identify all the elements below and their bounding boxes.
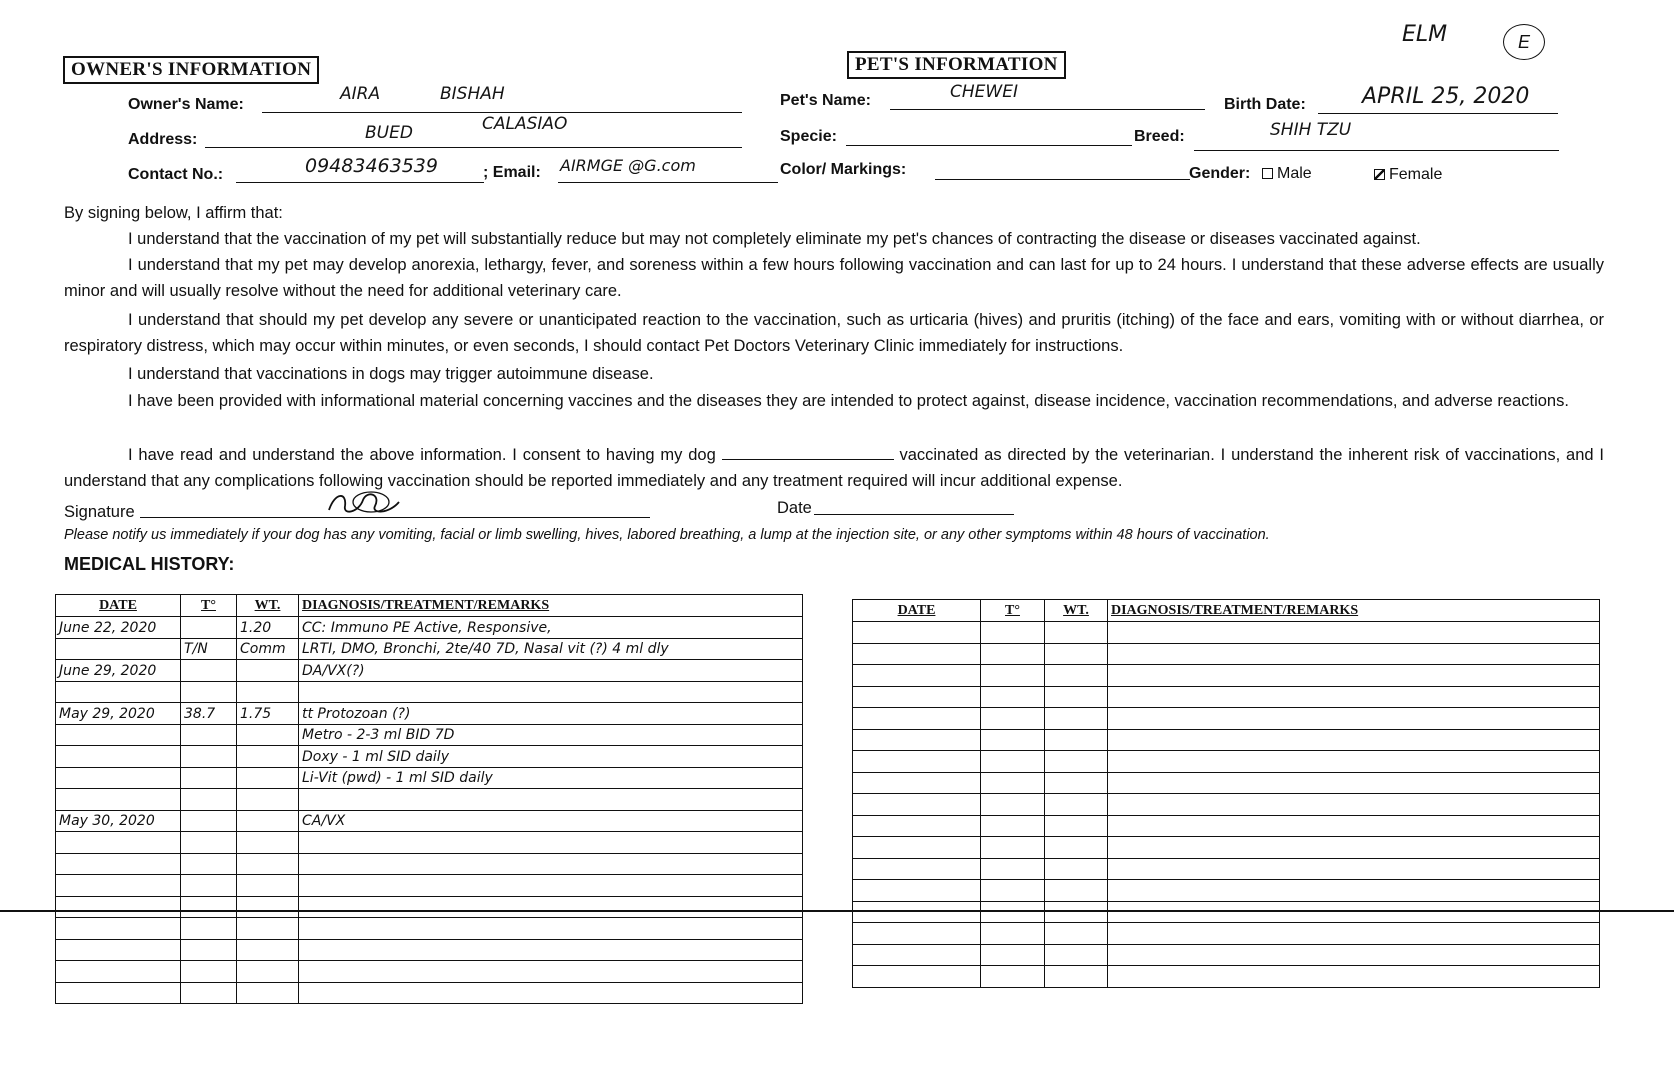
empty-cell[interactable]: [981, 923, 1045, 945]
empty-cell[interactable]: [1045, 858, 1108, 880]
cell-wt[interactable]: [237, 660, 299, 682]
empty-cell[interactable]: [1045, 622, 1108, 644]
empty-cell[interactable]: [1108, 880, 1600, 902]
cell-wt[interactable]: [237, 853, 299, 875]
cell-remarks[interactable]: [299, 617, 803, 639]
header-temp: T°: [981, 600, 1045, 622]
header-weight: WT.: [237, 595, 299, 617]
empty-cell[interactable]: [1108, 622, 1600, 644]
empty-cell[interactable]: [853, 686, 981, 708]
corner-circled-letter: [1503, 24, 1545, 60]
cell-remarks[interactable]: [299, 767, 803, 789]
empty-cell[interactable]: [1045, 708, 1108, 730]
address-value-1: BUED: [365, 123, 413, 143]
table-row: [56, 660, 803, 682]
cell-date[interactable]: [56, 746, 181, 768]
table-row: [56, 724, 803, 746]
empty-cell[interactable]: [853, 708, 981, 730]
cell-remarks[interactable]: [299, 939, 803, 961]
cell-wt[interactable]: [237, 681, 299, 703]
cell-remarks-text: Doxy - 1 ml SID daily: [302, 748, 449, 765]
empty-cell[interactable]: [1108, 708, 1600, 730]
table-row: [853, 622, 1600, 644]
cell-temp[interactable]: [181, 746, 237, 768]
cell-date[interactable]: [56, 832, 181, 854]
contact-value: 09483463539: [305, 155, 438, 177]
table-row: [853, 708, 1600, 730]
table-header-row: [56, 595, 803, 617]
cell-remarks[interactable]: [299, 703, 803, 725]
breed-line[interactable]: [1194, 150, 1559, 151]
email-label: ; Email:: [483, 164, 541, 181]
cell-temp[interactable]: [181, 918, 237, 940]
empty-cell[interactable]: [853, 966, 981, 988]
table-row: [853, 858, 1600, 880]
address-value-2: CALASIAO: [482, 114, 568, 134]
date-label: Date: [777, 499, 812, 517]
empty-cell[interactable]: [853, 622, 981, 644]
empty-cell[interactable]: [1045, 815, 1108, 837]
empty-cell[interactable]: [981, 708, 1045, 730]
circled-letter-text: E: [1517, 32, 1530, 52]
email-line[interactable]: [558, 182, 778, 183]
cell-temp[interactable]: [181, 681, 237, 703]
cell-remarks[interactable]: [299, 982, 803, 1004]
owner-name-line[interactable]: [262, 112, 742, 113]
cell-wt[interactable]: [237, 810, 299, 832]
cell-remarks[interactable]: [299, 681, 803, 703]
empty-cell[interactable]: [981, 944, 1045, 966]
empty-cell[interactable]: [1045, 794, 1108, 816]
empty-cell[interactable]: [981, 686, 1045, 708]
cell-temp[interactable]: [181, 961, 237, 983]
dog-name-blank[interactable]: [722, 445, 894, 460]
medical-history-title: MEDICAL HISTORY:: [64, 554, 235, 574]
cell-remarks[interactable]: [299, 853, 803, 875]
breed-label: Breed:: [1134, 128, 1185, 145]
cell-date[interactable]: [56, 918, 181, 940]
table-row: [56, 875, 803, 897]
male-checkbox[interactable]: [1262, 168, 1273, 179]
pet-info-heading: PET'S INFORMATION: [847, 51, 1066, 79]
empty-cell[interactable]: [981, 622, 1045, 644]
signature-scribble: [325, 488, 405, 518]
table-row: [853, 643, 1600, 665]
empty-cell[interactable]: [981, 772, 1045, 794]
contact-label: Contact No.:: [128, 166, 224, 183]
empty-cell[interactable]: [853, 944, 981, 966]
empty-cell[interactable]: [1045, 729, 1108, 751]
table-row: [56, 832, 803, 854]
empty-cell[interactable]: [981, 815, 1045, 837]
cell-temp[interactable]: [181, 875, 237, 897]
cell-date[interactable]: [56, 961, 181, 983]
gender-male-option[interactable]: [1262, 165, 1312, 183]
cell-remarks-text: tt Protozoan (?): [302, 705, 411, 722]
gender-label: Gender:: [1189, 165, 1251, 182]
owner-info-heading: OWNER'S INFORMATION: [63, 56, 319, 84]
consent-p6-start: I have read and understand the above information. I consent to having my dog: [128, 446, 716, 464]
table-row: [56, 810, 803, 832]
cell-temp[interactable]: [181, 617, 237, 639]
empty-cell[interactable]: [1045, 643, 1108, 665]
cell-date-text: June 22, 2020: [59, 619, 157, 636]
cell-date[interactable]: [56, 617, 181, 639]
empty-cell[interactable]: [853, 643, 981, 665]
table-row: [56, 789, 803, 811]
signature-label: Signature: [64, 503, 135, 521]
cell-wt[interactable]: [237, 896, 299, 918]
table-row: [853, 815, 1600, 837]
table-row: [853, 751, 1600, 773]
header-remarks: DIAGNOSIS/TREATMENT/REMARKS: [299, 595, 803, 617]
cell-wt[interactable]: [237, 918, 299, 940]
cell-wt[interactable]: [237, 875, 299, 897]
consent-paragraph-3: I understand that should my pet develop any severe or unanticipated reaction to the vaccination, such as urticaria (hives) and pruritis (itching) of the face and ears, vomiting with or without diarrhea, or respiratory distress, which may occur within minutes, or even seconds, I should contact Pet Doctors Veterinary Clinic immediately for instructions.: [64, 311, 1604, 355]
handwritten-signature-icon: [325, 488, 405, 518]
empty-cell[interactable]: [981, 858, 1045, 880]
color-markings-label: Color/ Markings:: [780, 161, 907, 178]
cell-date[interactable]: [56, 875, 181, 897]
empty-cell[interactable]: [1045, 751, 1108, 773]
cell-date-text: May 29, 2020: [59, 705, 155, 722]
empty-cell[interactable]: [1108, 923, 1600, 945]
table-row: [56, 853, 803, 875]
cell-date[interactable]: [56, 939, 181, 961]
empty-cell[interactable]: [1108, 794, 1600, 816]
cell-temp[interactable]: [181, 939, 237, 961]
cell-date[interactable]: [56, 660, 181, 682]
birth-date-line[interactable]: [1318, 113, 1558, 114]
birth-date-label: Birth Date:: [1224, 96, 1306, 113]
owner-first-name-value: AIRA: [340, 84, 381, 104]
cell-remarks[interactable]: [299, 896, 803, 918]
cell-remarks-text: DA/VX(?): [302, 662, 365, 679]
header-weight: WT.: [1045, 600, 1108, 622]
table-row: [56, 896, 803, 918]
table-row: [853, 880, 1600, 902]
empty-cell[interactable]: [1108, 643, 1600, 665]
empty-cell[interactable]: [853, 880, 981, 902]
empty-cell[interactable]: [1108, 729, 1600, 751]
cell-date-text: June 29, 2020: [59, 662, 157, 679]
medical-history-table-right: [852, 599, 1600, 988]
header-temp: T°: [181, 595, 237, 617]
empty-cell[interactable]: [1045, 686, 1108, 708]
cell-temp[interactable]: [181, 703, 237, 725]
owner-name-label: Owner's Name:: [128, 96, 244, 113]
cell-remarks[interactable]: [299, 789, 803, 811]
male-label: Male: [1277, 165, 1312, 182]
cell-date[interactable]: [56, 896, 181, 918]
cell-remarks-text: Li-Vit (pwd) - 1 ml SID daily: [302, 770, 493, 787]
cell-remarks[interactable]: [299, 810, 803, 832]
cell-wt-text: 1.20: [240, 619, 272, 636]
breed-value: SHIH TZU: [1270, 120, 1352, 140]
empty-cell[interactable]: [853, 837, 981, 859]
cell-date[interactable]: [56, 767, 181, 789]
empty-cell[interactable]: [1045, 944, 1108, 966]
pet-name-value: CHEWEI: [950, 82, 1018, 102]
cell-temp[interactable]: [181, 638, 237, 660]
owner-last-name-value: BISHAH: [440, 84, 505, 104]
pet-name-label: Pet's Name:: [780, 92, 871, 109]
cell-wt[interactable]: [237, 703, 299, 725]
cell-wt[interactable]: [237, 746, 299, 768]
address-label: Address:: [128, 131, 198, 148]
empty-cell[interactable]: [981, 643, 1045, 665]
female-label: Female: [1389, 166, 1443, 183]
table-row: [56, 918, 803, 940]
empty-cell[interactable]: [1108, 686, 1600, 708]
consent-paragraph-2: I understand that my pet may develop anorexia, lethargy, fever, and soreness within a few hours following vaccination and can last for up to 24 hours. I understand that these adverse effects are usually minor and will usually resolve without the need for additional veterinary care.: [64, 256, 1604, 300]
empty-cell[interactable]: [1108, 966, 1600, 988]
consent-paragraph-5: I have been provided with informational material concerning vaccines and the diseases they are intended to protect against, disease incidence, vaccination recommendations, and adverse reactions.: [128, 392, 1569, 410]
consent-paragraph-4: I understand that vaccinations in dogs may trigger autoimmune disease.: [128, 365, 654, 383]
empty-cell[interactable]: [853, 772, 981, 794]
cell-date[interactable]: [56, 724, 181, 746]
cell-temp[interactable]: [181, 982, 237, 1004]
empty-cell[interactable]: [1045, 772, 1108, 794]
email-value: AIRMGE @G.com: [560, 156, 696, 175]
table-row: [853, 665, 1600, 687]
cell-remarks[interactable]: [299, 746, 803, 768]
consent-p6-end: vaccinated as directed by the veterinarian. I understand the inherent risk of vaccinations, and I understand that any complications following vaccination should be reported immediately and any treatment required will incur additional expense.: [64, 446, 1604, 490]
table-row: [853, 923, 1600, 945]
empty-cell[interactable]: [981, 665, 1045, 687]
consent-paragraph-1: I understand that the vaccination of my pet will substantially reduce but may not completely eliminate my pet's chances of contracting the disease or diseases vaccinated against.: [128, 230, 1421, 248]
address-line[interactable]: [205, 147, 742, 148]
female-checkbox-checked[interactable]: [1374, 169, 1385, 180]
table-row: [56, 746, 803, 768]
empty-cell[interactable]: [853, 665, 981, 687]
consent-intro: By signing below, I affirm that:: [64, 204, 283, 222]
cell-date[interactable]: [56, 982, 181, 1004]
cell-remarks-text: Metro - 2-3 ml BID 7D: [302, 727, 455, 744]
medical-history-table-left: [55, 594, 803, 1004]
specie-label: Specie:: [780, 128, 837, 145]
empty-cell[interactable]: [1108, 665, 1600, 687]
empty-cell[interactable]: [1045, 966, 1108, 988]
empty-cell[interactable]: [1045, 665, 1108, 687]
table-row: [56, 961, 803, 983]
cell-remarks[interactable]: [299, 832, 803, 854]
cell-temp[interactable]: [181, 789, 237, 811]
cell-wt[interactable]: [237, 939, 299, 961]
empty-cell[interactable]: [1045, 923, 1108, 945]
cell-date-text: May 30, 2020: [59, 813, 155, 830]
cell-wt-text: 1.75: [240, 705, 272, 722]
cell-temp[interactable]: [181, 832, 237, 854]
header-date: DATE: [853, 600, 981, 622]
empty-cell[interactable]: [981, 880, 1045, 902]
empty-cell[interactable]: [981, 794, 1045, 816]
table-row: [56, 767, 803, 789]
empty-cell[interactable]: [853, 858, 981, 880]
corner-initials: ELM: [1402, 22, 1448, 47]
empty-cell[interactable]: [853, 751, 981, 773]
cell-temp[interactable]: [181, 896, 237, 918]
empty-cell[interactable]: [1108, 815, 1600, 837]
cell-wt[interactable]: [237, 982, 299, 1004]
cell-date[interactable]: [56, 681, 181, 703]
cell-remarks[interactable]: [299, 875, 803, 897]
pet-name-line[interactable]: [890, 109, 1205, 110]
table-row: [56, 939, 803, 961]
empty-cell[interactable]: [853, 794, 981, 816]
empty-cell[interactable]: [981, 751, 1045, 773]
empty-cell[interactable]: [981, 966, 1045, 988]
cell-wt[interactable]: [237, 638, 299, 660]
cell-date[interactable]: [56, 789, 181, 811]
table-row: [853, 686, 1600, 708]
color-markings-line[interactable]: [935, 179, 1190, 180]
cell-remarks-text: CA/VX: [302, 813, 346, 830]
date-line[interactable]: [814, 514, 1014, 515]
cell-wt[interactable]: [237, 724, 299, 746]
table-row: [853, 729, 1600, 751]
empty-cell[interactable]: [981, 837, 1045, 859]
header-remarks: DIAGNOSIS/TREATMENT/REMARKS: [1108, 600, 1600, 622]
cell-date[interactable]: [56, 810, 181, 832]
cell-temp[interactable]: [181, 724, 237, 746]
post-vaccination-notice: Please notify us immediately if your dog has any vomiting, facial or limb swelling, hives, labored breathing, a lump at the injection site, or any other symptoms within 48 hours of vaccination.: [64, 527, 1270, 543]
contact-line[interactable]: [236, 182, 484, 183]
table-row: [56, 982, 803, 1004]
cell-remarks[interactable]: [299, 918, 803, 940]
empty-cell[interactable]: [1108, 772, 1600, 794]
empty-cell[interactable]: [1108, 858, 1600, 880]
table-row: [56, 681, 803, 703]
empty-cell[interactable]: [1108, 837, 1600, 859]
empty-cell[interactable]: [1108, 751, 1600, 773]
empty-cell[interactable]: [853, 815, 981, 837]
empty-cell[interactable]: [853, 923, 981, 945]
table-row: [56, 638, 803, 660]
table-row: [853, 966, 1600, 988]
cell-temp[interactable]: [181, 853, 237, 875]
empty-cell[interactable]: [1108, 944, 1600, 966]
table-header-row: [853, 600, 1600, 622]
table-row: [56, 703, 803, 725]
cell-date[interactable]: [56, 703, 181, 725]
cell-date[interactable]: [56, 853, 181, 875]
empty-cell[interactable]: [1045, 837, 1108, 859]
cell-temp[interactable]: [181, 767, 237, 789]
cell-temp[interactable]: [181, 660, 237, 682]
cell-wt[interactable]: [237, 789, 299, 811]
table-row: [853, 944, 1600, 966]
cell-wt[interactable]: [237, 767, 299, 789]
cell-date[interactable]: [56, 638, 181, 660]
cell-remarks[interactable]: [299, 961, 803, 983]
table-row: [853, 837, 1600, 859]
table-row: [853, 794, 1600, 816]
cell-wt-text: Comm: [240, 641, 286, 658]
table-row: [853, 772, 1600, 794]
cell-wt[interactable]: [237, 617, 299, 639]
cell-temp-text: T/N: [184, 641, 208, 658]
cell-remarks[interactable]: [299, 724, 803, 746]
table-row: [56, 617, 803, 639]
empty-cell[interactable]: [981, 729, 1045, 751]
cell-remarks-text: CC: Immuno PE Active, Responsive,: [302, 619, 552, 636]
cell-temp[interactable]: [181, 810, 237, 832]
cell-wt[interactable]: [237, 961, 299, 983]
cell-temp-text: 38.7: [184, 705, 216, 722]
cell-remarks[interactable]: [299, 638, 803, 660]
empty-cell[interactable]: [853, 729, 981, 751]
cell-remarks[interactable]: [299, 660, 803, 682]
gender-female-option[interactable]: [1374, 166, 1442, 184]
header-date: DATE: [56, 595, 181, 617]
scan-fold-line: [0, 910, 1674, 912]
consent-paragraph-6: [64, 442, 1604, 494]
cell-remarks-text: LRTI, DMO, Bronchi, 2te/40 7D, Nasal vit (?) 4 ml dly: [302, 641, 669, 658]
empty-cell[interactable]: [1045, 880, 1108, 902]
birth-date-value: APRIL 25, 2020: [1362, 84, 1530, 109]
cell-wt[interactable]: [237, 832, 299, 854]
specie-line[interactable]: [846, 145, 1132, 146]
